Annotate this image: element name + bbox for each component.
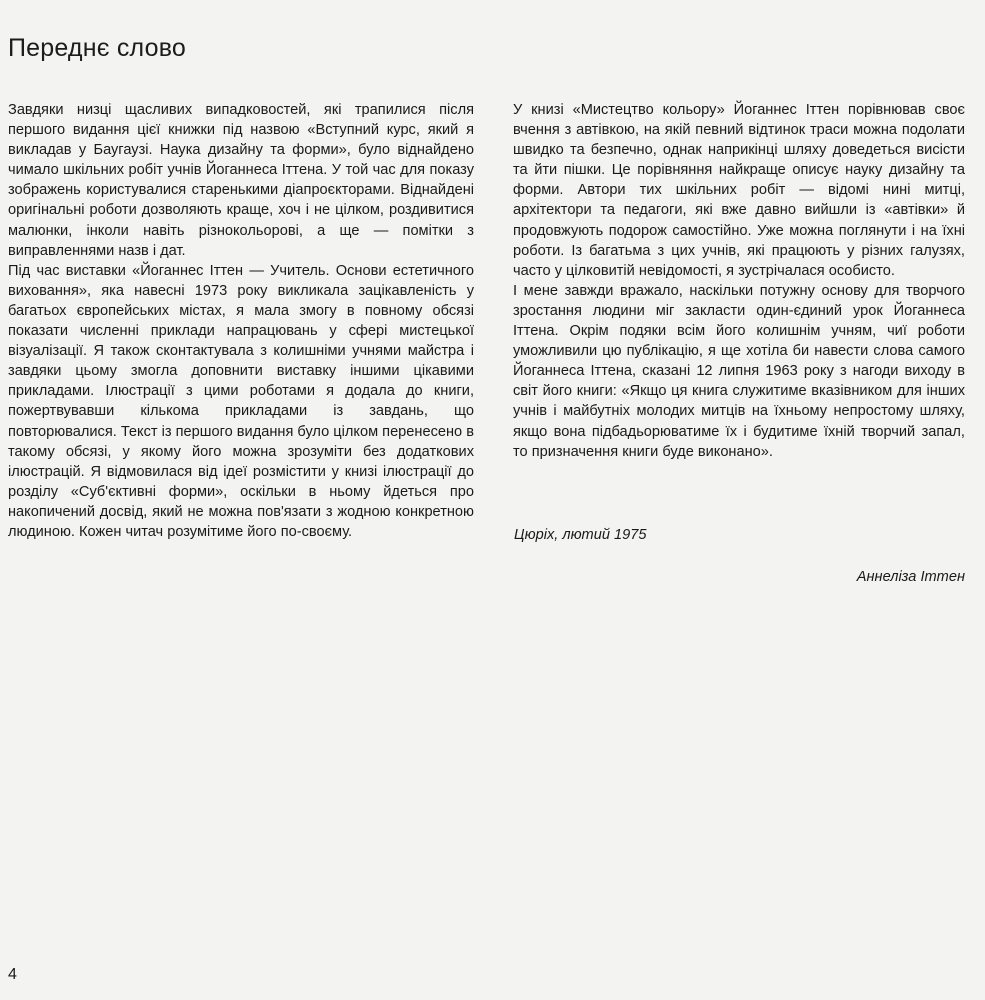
body-paragraph: Під час виставки «Йоганнес Іттен — Учитель. Основи естетичного виховання», яка навесні 1973 року викликала зацікавленість у багатьох європейських містах, я мала змогу в повному обсязі показати численні приклади напрацювань у сфері мистецької візуалізації. Я також сконтактувала з колишніми учнями майстра і завдяки цьому змогла доповнити виставку іншими цікавими прикладами. Ілюстрації з цими роботами я додала до книги, пожертвувавши кількома прикладами із завдань, що повторювалися. Текст із першого видання було цілком перенесено в такому обсязі, у якому його можна зрозуміти без додаткових ілюстрацій. Я відмовилася від ідеї розмістити у книзі ілюстрації до розділу «Суб'єктивні форми», оскільки в ньому йдеться про накопичений досвід, який не можна пов'язати з жодною конкретною людиною. Кожен читач розумітиме його по-своєму. bbox=[8, 262, 474, 540]
page-title: Переднє слово bbox=[8, 34, 187, 62]
body-paragraph: У книзі «Мистецтво кольору» Йоганнес Іттен порівнював своє вчення з автівкою, на якій певний відтинок траси можна подолати швидко та безпечно, однак наприкінці шляху доведеться висісти та йти пішки. Це порівняння найкраще описує науку дизайну та форми. Автори тих шкільних робіт — відомі нині митці, архітектори та педагоги, які вже давно вийшли із «автівки» й продовжують подорож самостійно. Уже можна поглянути і на їхні роботи. Із багатьма з цих учнів, які працюють у різних галузях, часто у цілковитій невідомості, я зустрічалася особисто. bbox=[513, 102, 965, 279]
author-signature: Аннеліза Іттен bbox=[856, 569, 965, 585]
body-paragraph: І мене завжди вражало, наскільки потужну основу для творчого зростання людини міг закласти один-єдиний урок Йоганнеса Іттена. Окрім подяки всім його колишнім учням, чиї роботи уможливили цю публікацію, я ще хотіла би навести слова самого Йоганнеса Іттена, сказані 12 липня 1963 року з нагоди виходу в світ його книги: «Якщо ця книга служитиме вказівником для інших учнів і майбутніх молодих митців на їхньому непростому шляху, якщо вона підбадьорюватиме їх і будитиме їхній творчий запал, то призначення книги буде виконано». bbox=[513, 282, 965, 460]
left-text-column bbox=[8, 100, 474, 542]
body-paragraph: Завдяки низці щасливих випадковостей, які трапилися після першого видання цієї книжки під назвою «Вступний курс, який я викладав у Баугаузі. Наука дизайну та форми», було віднайдено чимало шкільних робіт учнів Йоганнеса Іттена. У той час для показу зображень користувалися старенькими діапроєкторами. Віднайдені оригінальні роботи дозволяють краще, хоч і не цілком, роздивитися малюнки, інколи навіть різнокольорові, а ще — помітки з виправленнями назв і дат. bbox=[8, 102, 474, 259]
right-text-column bbox=[513, 100, 965, 462]
page-number: 4 bbox=[8, 966, 17, 983]
place-date: Цюріх, лютий 1975 bbox=[514, 527, 647, 543]
